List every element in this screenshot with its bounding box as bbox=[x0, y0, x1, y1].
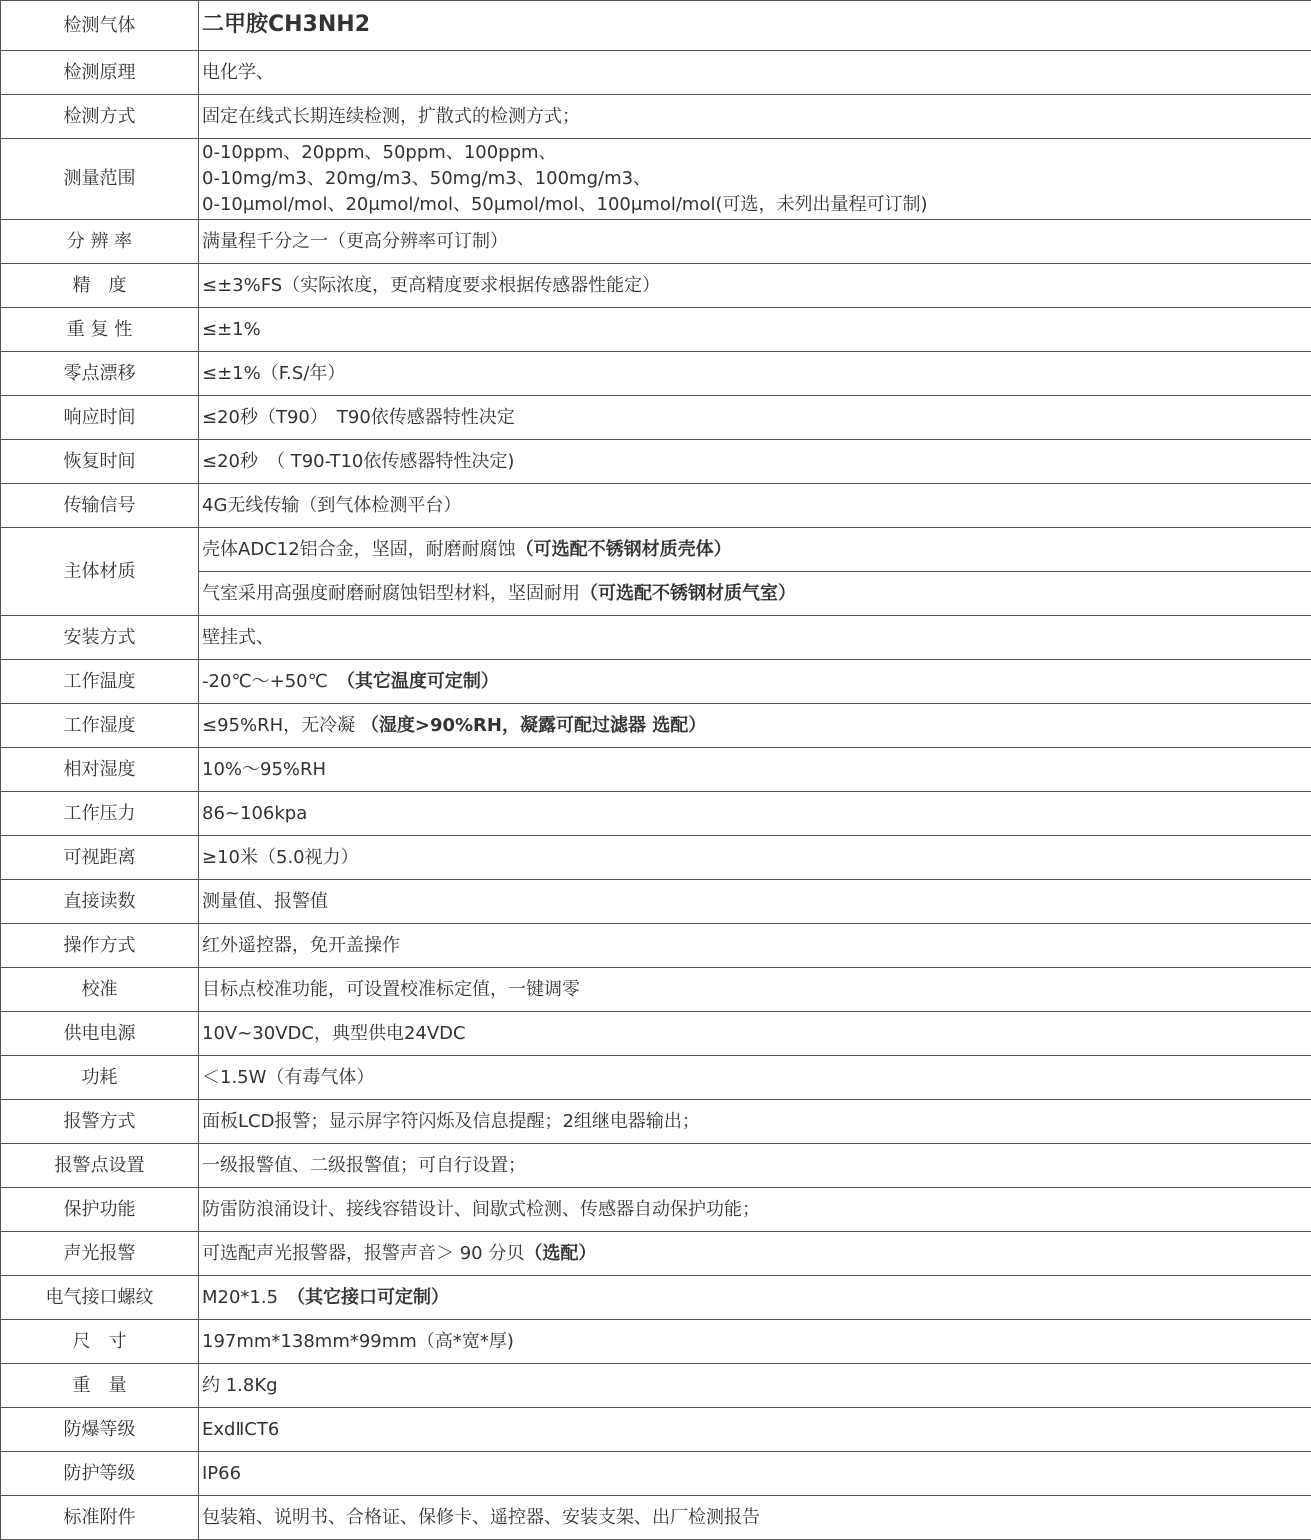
row-value: 86~106kpa bbox=[199, 792, 1311, 836]
table-row bbox=[1, 1408, 1311, 1452]
row-value: 一级报警值、二级报警值；可自行设置； bbox=[199, 1144, 1311, 1188]
gas-name: 二甲胺CH3NH2 bbox=[202, 12, 370, 37]
row-label: 声光报警 bbox=[1, 1232, 199, 1276]
row-value: 固定在线式长期连续检测，扩散式的检测方式； bbox=[199, 95, 1311, 139]
table-row bbox=[1, 95, 1311, 139]
row-value bbox=[199, 704, 1311, 748]
row-value bbox=[199, 660, 1311, 704]
row-value: 约 1.8Kg bbox=[199, 1364, 1311, 1408]
row-label: 工作湿度 bbox=[1, 704, 199, 748]
row-label: 精 度 bbox=[1, 264, 199, 308]
row-value: IP66 bbox=[199, 1452, 1311, 1496]
value-note: （湿度>90%RH，凝露可配过滤器 选配） bbox=[360, 714, 707, 736]
table-row bbox=[1, 1320, 1311, 1364]
row-label: 防护等级 bbox=[1, 1452, 199, 1496]
table-row bbox=[1, 1188, 1311, 1232]
table-row bbox=[1, 220, 1311, 264]
row-label: 恢复时间 bbox=[1, 440, 199, 484]
row-value bbox=[199, 1, 1311, 51]
row-label: 标准附件 bbox=[1, 1496, 199, 1540]
row-value: 电化学、 bbox=[199, 51, 1311, 95]
row-label: 直接读数 bbox=[1, 880, 199, 924]
row-value: 红外遥控器，免开盖操作 bbox=[199, 924, 1311, 968]
row-label: 供电电源 bbox=[1, 1012, 199, 1056]
row-label: 校准 bbox=[1, 968, 199, 1012]
row-value: ≤20秒 （ T90-T10依传感器特性决定) bbox=[199, 440, 1311, 484]
table-row bbox=[1, 704, 1311, 748]
row-value: 满量程千分之一（更高分辨率可订制） bbox=[199, 220, 1311, 264]
range-line: 0-10ppm、20ppm、50ppm、100ppm、 bbox=[202, 142, 557, 163]
table-row bbox=[1, 1276, 1311, 1320]
table-row bbox=[1, 968, 1311, 1012]
value-note: （其它接口可定制） bbox=[296, 1286, 450, 1308]
table-row bbox=[1, 51, 1311, 95]
row-value: ≤±3%FS（实际浓度，更高精度要求根据传感器性能定） bbox=[199, 264, 1311, 308]
table-row bbox=[1, 616, 1311, 660]
value-text: 气室采用高强度耐磨耐腐蚀铝型材料，坚固耐用 bbox=[202, 582, 580, 604]
row-label: 分 辨 率 bbox=[1, 220, 199, 264]
value-text: 壳体ADC12铝合金，坚固，耐磨耐腐蚀 bbox=[202, 538, 516, 560]
row-label: 相对湿度 bbox=[1, 748, 199, 792]
table-row bbox=[1, 396, 1311, 440]
row-value: 10%～95%RH bbox=[199, 748, 1311, 792]
table-row bbox=[1, 924, 1311, 968]
table-row bbox=[1, 1100, 1311, 1144]
row-value: 测量值、报警值 bbox=[199, 880, 1311, 924]
row-value: 包装箱、说明书、合格证、保修卡、遥控器、安装支架、出厂检测报告 bbox=[199, 1496, 1311, 1540]
row-label: 安装方式 bbox=[1, 616, 199, 660]
row-label: 尺 寸 bbox=[1, 1320, 199, 1364]
row-value bbox=[199, 139, 1311, 220]
table-row bbox=[1, 139, 1311, 220]
table-row bbox=[1, 1364, 1311, 1408]
row-label: 重 量 bbox=[1, 1364, 199, 1408]
row-label: 零点漂移 bbox=[1, 352, 199, 396]
row-value: 目标点校准功能，可设置校准标定值，一键调零 bbox=[199, 968, 1311, 1012]
row-value bbox=[199, 528, 1311, 572]
row-value bbox=[199, 1276, 1311, 1320]
table-row bbox=[1, 880, 1311, 924]
row-label: 防爆等级 bbox=[1, 1408, 199, 1452]
row-label: 响应时间 bbox=[1, 396, 199, 440]
row-value: ≥10米（5.0视力） bbox=[199, 836, 1311, 880]
row-label: 功耗 bbox=[1, 1056, 199, 1100]
value-text: M20*1.5 bbox=[202, 1286, 297, 1308]
row-value: 面板LCD报警；显示屏字符闪烁及信息提醒；2组继电器输出； bbox=[199, 1100, 1311, 1144]
row-value: 防雷防浪涌设计、接线容错设计、间歇式检测、传感器自动保护功能； bbox=[199, 1188, 1311, 1232]
row-label: 检测方式 bbox=[1, 95, 199, 139]
row-label: 重 复 性 bbox=[1, 308, 199, 352]
row-value: ＜1.5W（有毒气体） bbox=[199, 1056, 1311, 1100]
table-row bbox=[1, 1144, 1311, 1188]
row-label: 检测气体 bbox=[1, 1, 199, 51]
row-label: 可视距离 bbox=[1, 836, 199, 880]
row-label: 报警点设置 bbox=[1, 1144, 199, 1188]
row-value: 197mm*138mm*99mm（高*宽*厚) bbox=[199, 1320, 1311, 1364]
row-value: 壁挂式、 bbox=[199, 616, 1311, 660]
row-value: 10V~30VDC，典型供电24VDC bbox=[199, 1012, 1311, 1056]
row-value: ExdⅡCT6 bbox=[199, 1408, 1311, 1452]
range-line: 0-10mg/m3、20mg/m3、50mg/m3、100mg/m3、 bbox=[202, 168, 652, 189]
row-value: ≤±1% bbox=[199, 308, 1311, 352]
row-label: 操作方式 bbox=[1, 924, 199, 968]
table-row bbox=[1, 660, 1311, 704]
table-row bbox=[1, 1496, 1311, 1540]
table-row bbox=[1, 1012, 1311, 1056]
table-row bbox=[1, 528, 1311, 572]
row-label: 主体材质 bbox=[1, 528, 199, 616]
value-note: （可选配不锈钢材质壳体） bbox=[515, 538, 732, 560]
table-row bbox=[1, 440, 1311, 484]
value-text: ≤95%RH，无冷凝 bbox=[202, 714, 361, 736]
table-row bbox=[1, 484, 1311, 528]
table-row bbox=[1, 1, 1311, 51]
table-row bbox=[1, 352, 1311, 396]
row-label: 电气接口螺纹 bbox=[1, 1276, 199, 1320]
row-value bbox=[199, 1232, 1311, 1276]
table-row bbox=[1, 1232, 1311, 1276]
value-note: （选配） bbox=[524, 1242, 597, 1264]
table-row bbox=[1, 836, 1311, 880]
value-note: （可选配不锈钢材质气室） bbox=[580, 582, 796, 604]
row-label: 传输信号 bbox=[1, 484, 199, 528]
range-line: 0-10μmol/mol、20μmol/mol、50μmol/mol、100μmol/mol(可选，未列出量程可订制) bbox=[202, 194, 928, 215]
row-value: 4G无线传输（到气体检测平台） bbox=[199, 484, 1311, 528]
row-label: 工作压力 bbox=[1, 792, 199, 836]
value-note: （其它温度可定制） bbox=[345, 670, 499, 692]
table-row bbox=[1, 1452, 1311, 1496]
table-row bbox=[1, 308, 1311, 352]
row-label: 保护功能 bbox=[1, 1188, 199, 1232]
value-text: 可选配声光报警器，报警声音＞ 90 分贝 bbox=[202, 1242, 525, 1264]
row-label: 检测原理 bbox=[1, 51, 199, 95]
table-row bbox=[1, 792, 1311, 836]
table-row bbox=[1, 1056, 1311, 1100]
row-value: ≤20秒（T90） T90依传感器特性决定 bbox=[199, 396, 1311, 440]
row-label: 报警方式 bbox=[1, 1100, 199, 1144]
value-text: -20℃～+50℃ bbox=[202, 670, 346, 692]
row-value bbox=[199, 572, 1311, 616]
row-label: 工作温度 bbox=[1, 660, 199, 704]
row-value: ≤±1%（F.S/年） bbox=[199, 352, 1311, 396]
table-row bbox=[1, 748, 1311, 792]
row-label: 测量范围 bbox=[1, 139, 199, 220]
table-row bbox=[1, 264, 1311, 308]
